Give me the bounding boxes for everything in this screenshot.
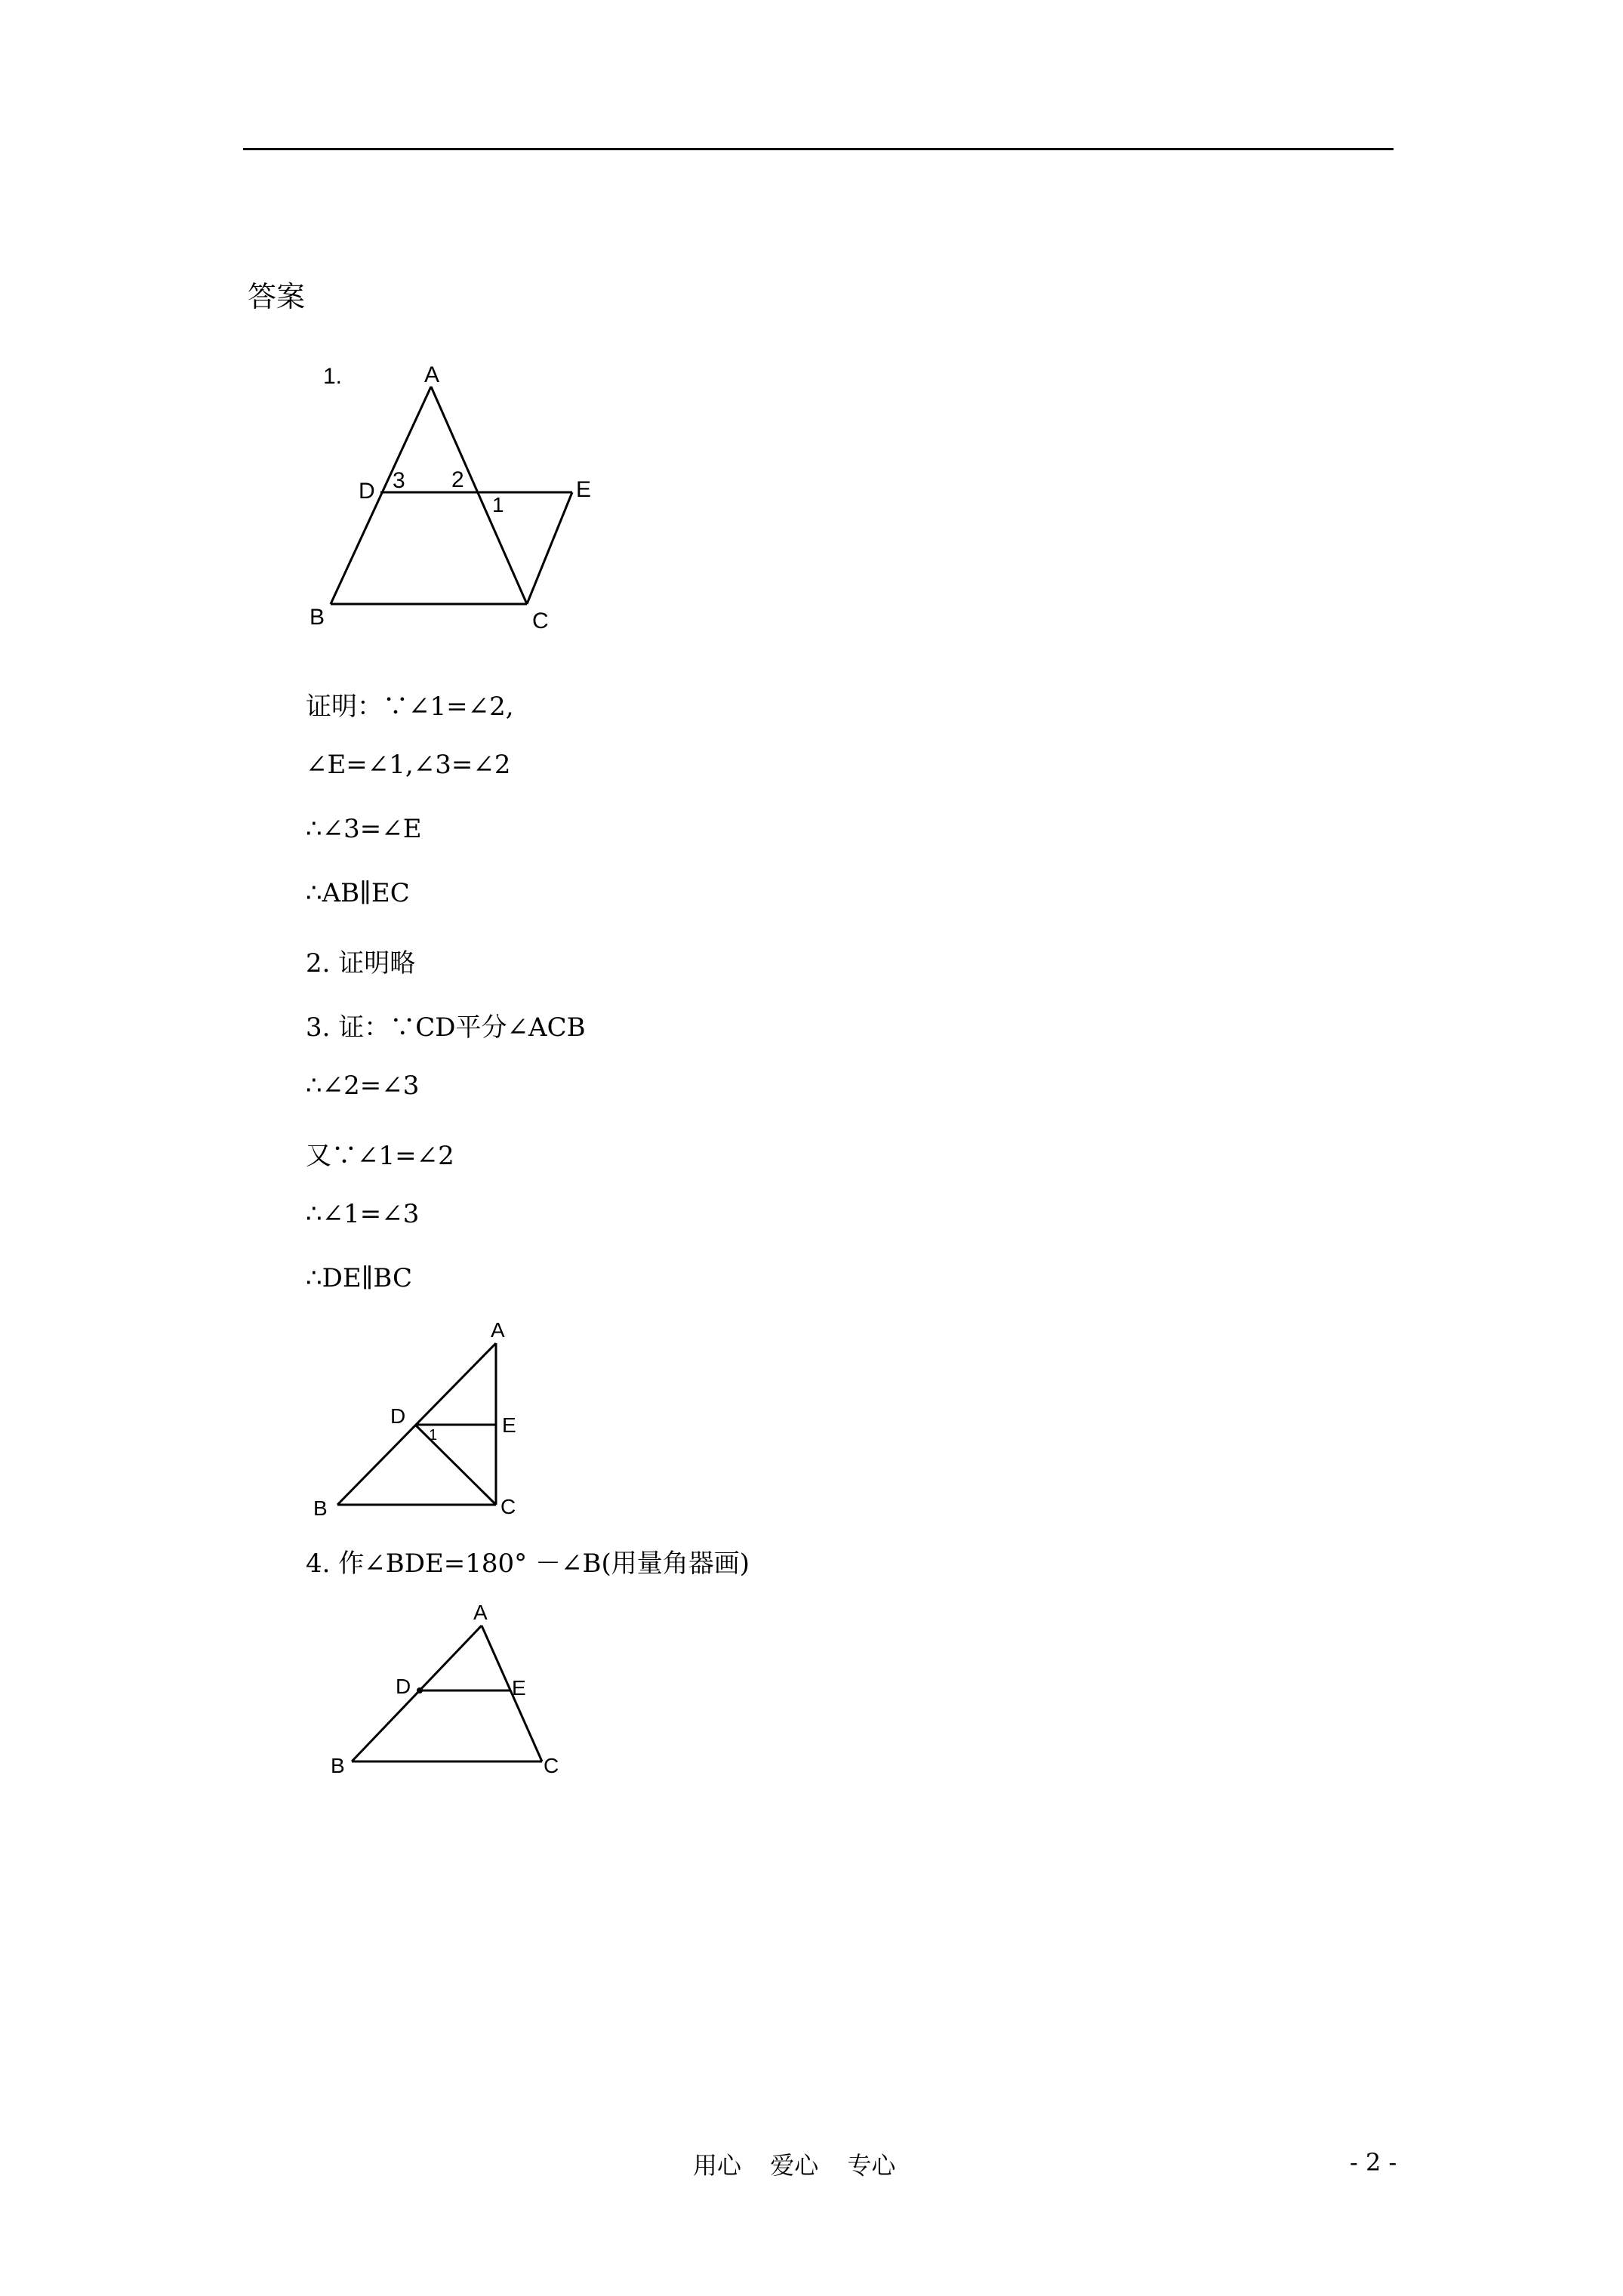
q3-line-1: 3. 证：∵CD平分∠ACB	[306, 1012, 586, 1043]
segment-ac	[431, 387, 527, 604]
q1-label-b: B	[310, 605, 325, 630]
q3-line-5: ∴DE∥BC	[306, 1263, 413, 1293]
q1-label-c: C	[532, 609, 549, 633]
segment-dc	[415, 1425, 496, 1505]
q1-figure	[306, 347, 623, 642]
q3-label-a: A	[491, 1318, 505, 1342]
q4-label-b: B	[331, 1754, 345, 1777]
q3-line-4: ∴∠1=∠3	[306, 1199, 420, 1229]
q1-proof-line-1: 证明：∵∠1=∠2,	[306, 692, 514, 722]
q1-angle-1: 1	[492, 493, 504, 516]
segment-ab	[352, 1626, 482, 1761]
footer-item-3: 专心	[847, 2151, 896, 2180]
footer-item-2: 爱心	[770, 2151, 819, 2180]
q1-angle-2: 2	[451, 467, 464, 492]
point-d	[417, 1687, 423, 1693]
q3-label-c: C	[500, 1495, 516, 1518]
q3-line-2: ∴∠2=∠3	[306, 1071, 420, 1101]
q1-number: 1.	[323, 364, 343, 389]
q1-proof-line-3: ∴∠3=∠E	[306, 814, 422, 844]
q1-proof-line-4: ∴AB∥EC	[306, 878, 410, 908]
answer-heading: 答案	[248, 280, 306, 313]
q3-label-b: B	[313, 1496, 328, 1520]
q4-label-d: D	[396, 1675, 411, 1698]
page-number: - 2 -	[1350, 2148, 1397, 2177]
q4-label-a: A	[473, 1601, 488, 1624]
q1-label-d: D	[359, 479, 375, 504]
q3-angle-1: 1	[429, 1427, 438, 1444]
q4-label-e: E	[512, 1676, 526, 1700]
q1-proof-line-2: ∠E=∠1,∠3=∠2	[306, 750, 511, 780]
q3-label-e: E	[502, 1413, 516, 1437]
q1-label-a: A	[424, 362, 440, 387]
segment-ab	[331, 387, 431, 604]
q3-figure	[306, 1310, 547, 1521]
q1-label-e: E	[576, 477, 592, 502]
segment-ec	[527, 492, 572, 604]
q4-text: 4. 作∠BDE=180° －∠B(用量角器画)	[306, 1549, 750, 1579]
footer-item-1: 用心	[693, 2151, 742, 2180]
header-rule	[243, 148, 1394, 150]
q3-line-3: 又∵∠1=∠2	[306, 1141, 454, 1171]
q4-figure	[317, 1597, 574, 1786]
q3-label-d: D	[390, 1404, 406, 1428]
q1-angle-3: 3	[393, 468, 405, 493]
footer-motto	[693, 2147, 916, 2181]
q2-text: 2. 证明略	[306, 948, 416, 978]
q4-label-c: C	[544, 1754, 559, 1777]
